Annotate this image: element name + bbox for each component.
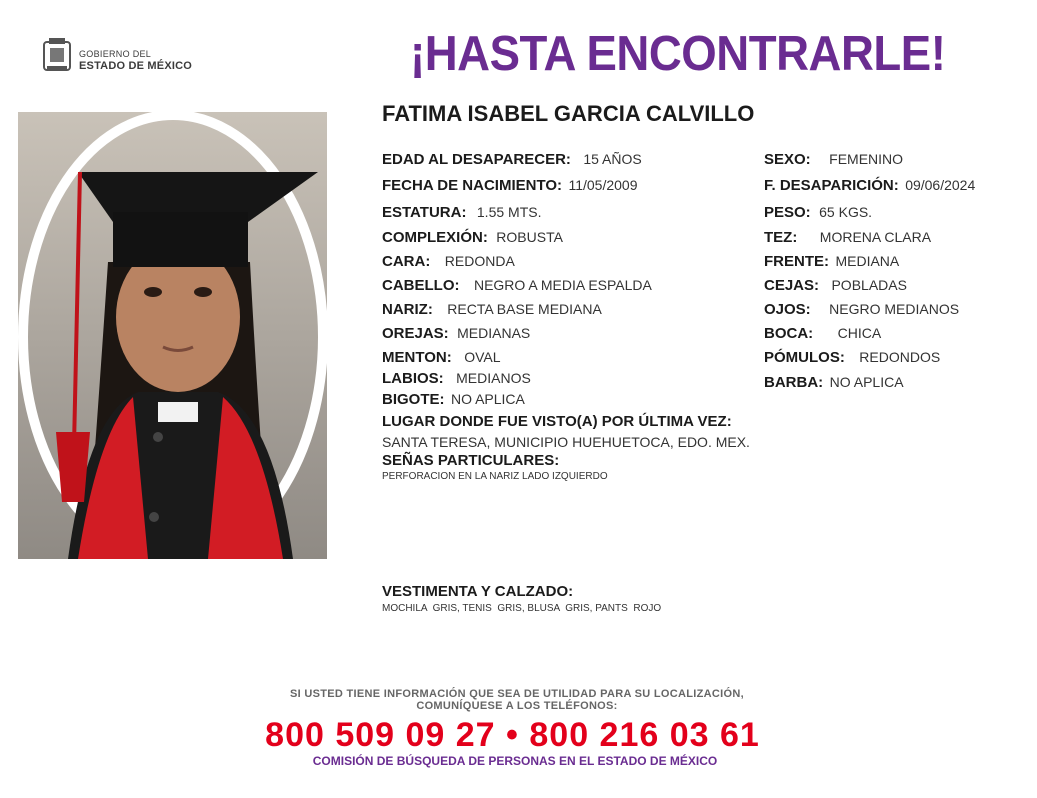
field-lips [382,370,531,388]
field-build [382,229,563,247]
field-label: BIGOTE: [382,391,445,408]
field-label: SEXO: [764,151,811,168]
field-value: NO APLICA [829,374,904,390]
field-label: CARA: [382,253,431,270]
field-label: PÓMULOS: [764,349,845,366]
field-value: CHICA [837,325,882,341]
field-value: 15 AÑOS [583,151,642,167]
government-logo [41,36,201,76]
field-value: NO APLICA [450,391,525,407]
person-photo [18,112,327,559]
portrait-photo [18,112,327,559]
field-forehead [764,253,899,271]
clothing-value: MOCHILA GRIS, TENIS GRIS, BLUSA GRIS, PANTS ROJO [382,603,662,614]
field-weight [764,204,872,222]
field-disappearance-date [764,177,975,195]
field-value: MEDIANAS [457,325,531,341]
field-mouth [764,325,881,343]
field-label: FRENTE: [764,253,829,270]
field-beard [764,374,904,392]
field-label: CEJAS: [764,277,820,294]
last-seen-value: SANTA TERESA, MUNICIPIO HUEHUETOCA, EDO. MEX. [382,434,750,450]
field-ears [382,325,530,343]
commission-name: COMISIÓN DE BÚSQUEDA DE PERSONAS EN EL ESTADO DE MÉXICO [312,754,718,768]
field-label: F. DESAPARICIÓN: [764,177,899,194]
footer-info [287,688,747,712]
field-label: COMPLEXIÓN: [382,229,488,246]
footer-info-line2: COMUNÍQUESE A LOS TELÉFONOS: [416,700,618,712]
field-value: RECTA BASE MEDIANA [447,301,602,317]
field-value: NEGRO MEDIANOS [829,301,960,317]
field-label: TEZ: [764,229,798,246]
field-sex [764,151,903,169]
person-name: FATIMA ISABEL GARCIA CALVILLO [382,101,755,126]
field-mustache [382,391,525,409]
clothing-label: VESTIMENTA Y CALZADO: [382,583,574,600]
field-eyes [764,301,959,319]
field-label: MENTON: [382,349,452,366]
field-value: OVAL [464,349,501,365]
field-value: REDONDOS [859,349,941,365]
field-label: EDAD AL DESAPARECER: [382,151,571,168]
field-label: LABIOS: [382,370,444,387]
last-seen-label: LUGAR DONDE FUE VISTO(A) POR ÚLTIMA VEZ: [382,413,732,430]
field-height [382,204,541,222]
field-value: REDONDA [444,253,515,269]
field-value: FEMENINO [829,151,904,167]
field-label: BARBA: [764,374,824,391]
gov-name-line2: ESTADO DE MÉXICO [79,60,193,72]
field-birthdate [382,177,637,195]
field-eyebrows [764,277,907,295]
field-value: 11/05/2009 [568,177,638,193]
field-label: PESO: [764,204,811,221]
field-value: NEGRO A MEDIA ESPALDA [473,277,652,293]
field-value: 65 KGS. [819,204,873,220]
footer-info-line1: SI USTED TIENE INFORMACIÓN QUE SEA DE UTILIDAD PARA SU LOCALIZACIÓN, [290,688,744,700]
marks-value: PERFORACION EN LA NARIZ LADO IZQUIERDO [382,471,608,482]
gov-name-line1: GOBIERNO DEL [79,49,152,59]
field-value: MEDIANOS [456,370,531,386]
field-age [382,151,642,169]
field-cheekbones [764,349,940,367]
field-value: 1.55 MTS. [476,204,542,220]
field-hair [382,277,652,295]
phone-numbers: 800 509 09 27 • 800 216 03 61 [265,716,760,754]
marks-label: SEÑAS PARTICULARES: [382,452,560,469]
field-value: POBLADAS [831,277,907,293]
field-nose [382,301,602,319]
field-value: ROBUSTA [496,229,563,245]
field-skin [764,229,931,247]
field-value: 09/06/2024 [905,177,976,193]
field-chin [382,349,501,367]
state-seal-icon [41,36,73,74]
field-label: OJOS: [764,301,811,318]
field-label: ESTATURA: [382,204,467,221]
field-label: CABELLO: [382,277,460,294]
field-label: FECHA DE NACIMIENTO: [382,177,562,194]
field-label: NARIZ: [382,301,433,318]
field-label: BOCA: [764,325,814,342]
field-label: OREJAS: [382,325,449,342]
poster-headline: ¡HASTA ENCONTRARLE! [410,27,946,81]
field-face [382,253,515,271]
field-value: MORENA CLARA [819,229,932,245]
field-value: MEDIANA [835,253,900,269]
